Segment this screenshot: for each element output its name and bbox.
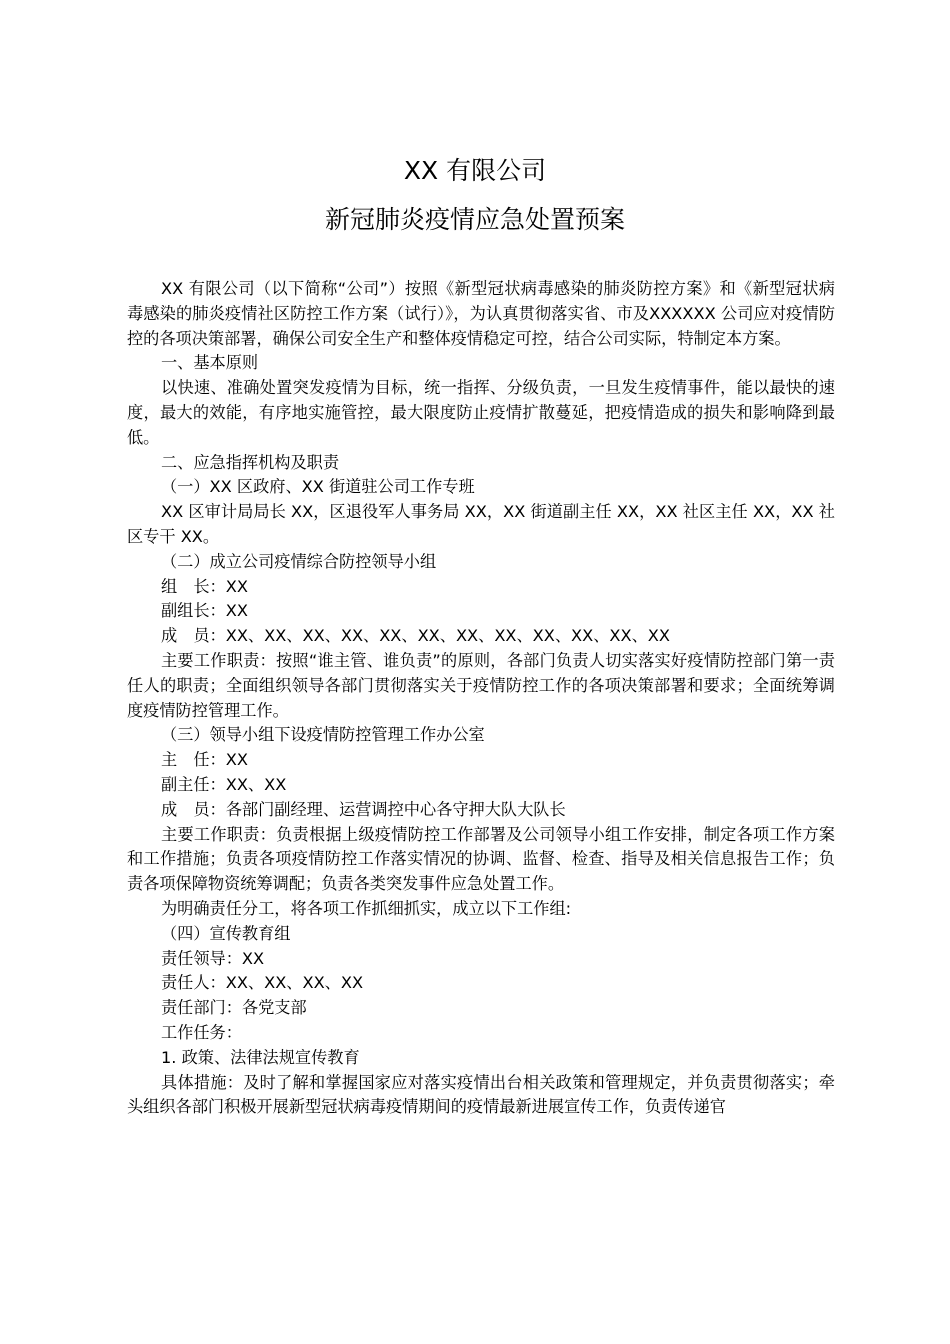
heading-basic-principles: 一、基本原则 [161,353,259,373]
line-work-tasks: 工作任务： [161,1022,242,1042]
line-responsible-persons: 责任人：XX、XX、XX、XX [161,973,364,993]
line-deputy-leader: 副组长：XX [161,601,248,621]
paragraph-principles: 以快速、准确处置突发疫情为目标，统一指挥、分级负责，一旦发生疫情事件，能以最快的速度，最大的效能，有序地实施管控，最大限度防止疫情扩散蔓延，把疫情造成的损失和影响降到最低。 [127,378,835,447]
line-task-1: 1. 政策、法律法规宣传教育 [161,1047,360,1067]
paragraph-intro: XX 有限公司（以下简称“公司”）按照《新型冠状病毒感染的肺炎防控方案》和《新型冠状病毒感染的肺炎疫情社区防控工作方案（试行）》，为认真贯彻落实省、市及XXXXXX 公司应对疫情防控的各项决策部署，确保公司安全生产和整体疫情稳定可控，结合公司实际，特制定本方案。 [127,279,835,348]
paragraph-work-groups-intro: 为明确责任分工，将各项工作抓细抓实，成立以下工作组: [161,898,572,918]
line-office-director: 主 任：XX [161,750,248,770]
document-title-plan: 新冠肺炎疫情应急处置预案 [324,205,625,234]
paragraph-task-force-members: XX 区审计局局长 XX，区退役军人事务局 XX，XX 街道副主任 XX，XX 社区主任 XX，XX 社区专干 XX。 [127,502,835,546]
line-group-members: 成 员：XX、XX、XX、XX、XX、XX、XX、XX、XX、XX、XX、XX [161,626,670,646]
document-body [127,277,835,1120]
document-title-company: XX 有限公司 [403,156,547,185]
line-office-deputy: 副主任：XX、XX [161,774,287,794]
line-responsible-department: 责任部门：各党支部 [161,998,307,1018]
paragraph-office-duties: 主要工作职责：负责根据上级疫情防控工作部署及公司领导小组工作安排，制定各项工作方案和工作措施；负责各项疫情防控工作落实情况的协调、监督、检查、指导及相关信息报告工作；负责各项保障物资统筹调配；负责各类突发事件应急处置工作。 [127,824,835,894]
subheading-publicity-group: （四）宣传教育组 [161,923,291,943]
line-office-members: 成 员：各部门副经理、运营调控中心各守押大队大队长 [161,799,566,819]
line-responsible-leader: 责任领导：XX [161,948,265,968]
line-group-leader: 组 长：XX [161,576,248,596]
subheading-task-force: （一）XX 区政府、XX 街道驻公司工作专班 [161,477,475,497]
subheading-leading-group: （二）成立公司疫情综合防控领导小组 [161,551,437,571]
heading-command-structure: 二、应急指挥机构及职责 [161,452,340,472]
subheading-office: （三）领导小组下设疫情防控管理工作办公室 [161,725,485,745]
paragraph-group-duties: 主要工作职责：按照“谁主管、谁负责”的原则，各部门负责人切实落实好疫情防控部门第一责任人的职责；全面组织领导各部门贯彻落实关于疫情防控工作的各项决策部署和要求；全面统筹调度疫情防控管理工作。 [127,650,835,720]
paragraph-specific-measures: 具体措施：及时了解和掌握国家应对落实疫情出台相关政策和管理规定，并负责贯彻落实；牵头组织各部门积极开展新型冠状病毒疫情期间的疫情最新进展宣传工作，负责传递官 [127,1072,835,1117]
